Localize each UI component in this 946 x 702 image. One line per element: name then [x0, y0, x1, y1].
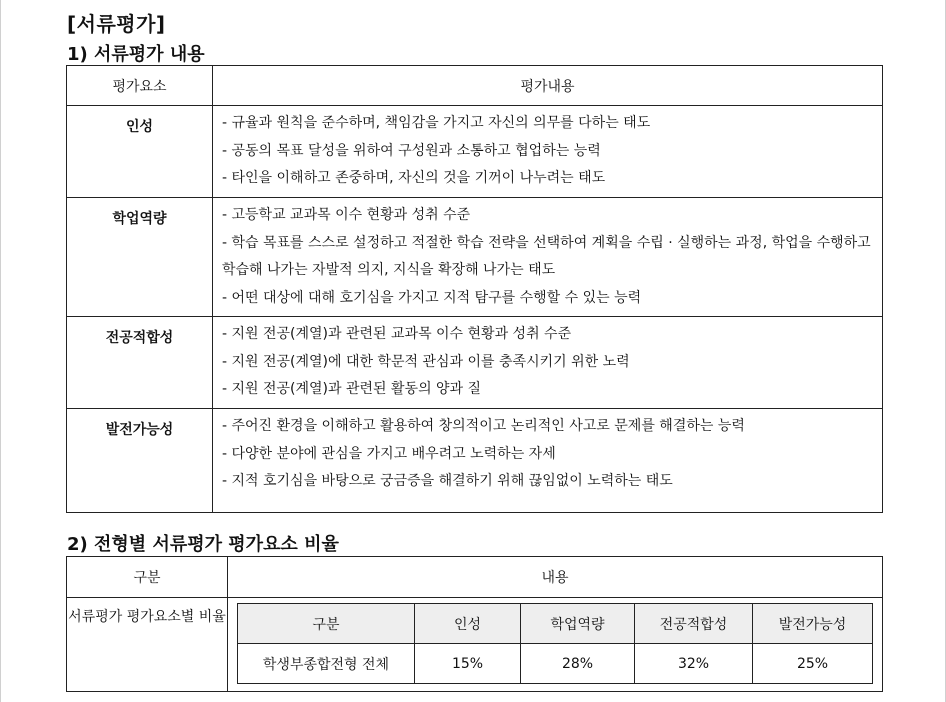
inner-data-cell: 학생부종합전형 전체: [238, 644, 415, 684]
document-title: [서류평가]: [67, 12, 166, 36]
table-header-row: [67, 557, 883, 598]
list-item: - 지원 전공(계열)과 관련된 활동의 양과 질: [222, 381, 482, 397]
list-item: - 타인을 이해하고 존중하며, 자신의 것을 기꺼이 나누려는 태도: [222, 170, 606, 186]
items-cell: [213, 409, 883, 513]
inner-header-cell: 인성: [415, 604, 521, 644]
table-header-row: [67, 66, 883, 106]
row-label: 서류평가 평가요소별 비율: [67, 598, 228, 692]
ratio-inner-table: [237, 603, 873, 684]
header-content: 평가내용: [213, 66, 883, 106]
inner-header-cell: 전공적합성: [635, 604, 753, 644]
table-row: [67, 317, 883, 409]
items-cell: [213, 106, 883, 198]
category-cell: 학업역량: [67, 198, 213, 317]
list-item: - 규율과 원칙을 준수하며, 책임감을 가지고 자신의 의무를 다하는 태도: [222, 115, 651, 131]
header-content: 내용: [228, 557, 883, 598]
inner-data-cell: 25%: [753, 644, 873, 684]
inner-header-cell: 발전가능성: [753, 604, 873, 644]
list-item: - 주어진 환경을 이해하고 활용하여 창의적이고 논리적인 사고로 문제를 해결하는 능력: [222, 418, 745, 434]
list-item: - 지원 전공(계열)에 대한 학문적 관심과 이를 충족시키기 위한 노력: [222, 353, 630, 370]
inner-data-cell: 32%: [635, 644, 753, 684]
items-cell: [213, 198, 883, 317]
evaluation-content-table: [66, 65, 883, 513]
list-item: - 고등학교 교과목 이수 현황과 성취 수준: [222, 207, 471, 223]
ratio-table: [66, 556, 883, 692]
inner-header-row: [238, 604, 873, 644]
list-item: - 지적 호기심을 바탕으로 궁금증을 해결하기 위해 끊임없이 노력하는 태도: [222, 473, 673, 489]
inner-header-cell: 구분: [238, 604, 415, 644]
category-cell: 전공적합성: [67, 317, 213, 409]
table-row: [67, 198, 883, 317]
section1-heading: 1) 서류평가 내용: [67, 44, 205, 65]
list-item: - 다양한 분야에 관심을 가지고 배우려고 노력하는 자세: [222, 445, 556, 462]
inner-data-cell: 15%: [415, 644, 521, 684]
inner-header-cell: 학업역량: [521, 604, 635, 644]
header-division: 구분: [67, 557, 228, 598]
section2-heading: 2) 전형별 서류평가 평가요소 비율: [67, 534, 339, 555]
inner-data-cell: 28%: [521, 644, 635, 684]
header-element: 평가요소: [67, 66, 213, 106]
list-item: - 지원 전공(계열)과 관련된 교과목 이수 현황과 성취 수준: [222, 326, 572, 342]
list-item: - 어떤 대상에 대해 호기심을 가지고 지적 탐구를 수행할 수 있는 능력: [222, 289, 642, 306]
list-item: - 공동의 목표 달성을 위하여 구성원과 소통하고 협업하는 능력: [222, 142, 601, 159]
category-cell: 인성: [67, 106, 213, 198]
table-row: [67, 598, 883, 692]
items-cell: [213, 317, 883, 409]
table-row: [67, 106, 883, 198]
list-item: - 학습 목표를 스스로 설정하고 적절한 학습 전략을 선택하여 계획을 수립 · 실행하는 과정, 학업을 수행하고 학습해 나가는 자발적 의지, 지식을 확장해 나가는 태도: [222, 234, 871, 278]
inner-table-holder: [228, 598, 883, 692]
inner-data-row: [238, 644, 873, 684]
category-cell: 발전가능성: [67, 409, 213, 513]
table-row: [67, 409, 883, 513]
